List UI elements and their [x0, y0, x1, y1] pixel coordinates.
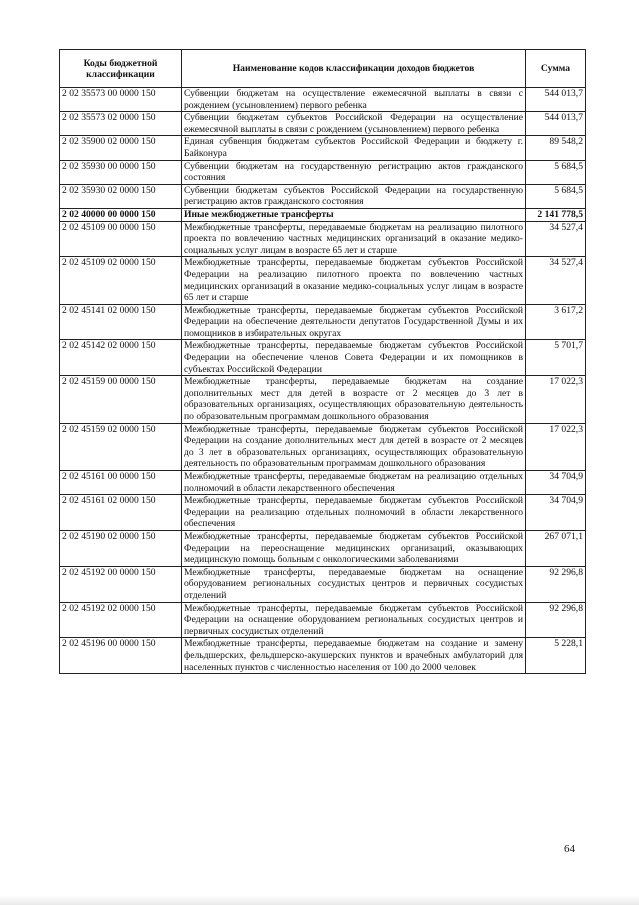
row-code: 2 02 45161 02 0000 150 [60, 495, 182, 531]
table-row [60, 340, 586, 376]
table-row [60, 638, 586, 674]
row-amount: 2 141 778,5 [526, 208, 586, 221]
row-amount: 267 071,1 [526, 530, 586, 566]
row-code: 2 02 45141 02 0000 150 [60, 304, 182, 340]
table-row [60, 566, 586, 602]
table-row [60, 495, 586, 531]
header-code: Коды бюджетной классификации [60, 50, 182, 88]
table-row [60, 304, 586, 340]
row-code: 2 02 35900 02 0000 150 [60, 136, 182, 160]
table-row [60, 112, 586, 136]
table-row [60, 376, 586, 423]
row-amount: 34 527,4 [526, 257, 586, 304]
row-code: 2 02 35930 00 0000 150 [60, 160, 182, 184]
row-name: Межбюджетные трансферты, передаваемые бюджетам субъектов Российской Федерации на обеспечение деятельности депутатов Государственной Думы и их помощников в избирательных округах [182, 304, 526, 340]
row-code: 2 02 45109 00 0000 150 [60, 221, 182, 257]
table-row [60, 136, 586, 160]
row-amount: 92 296,8 [526, 566, 586, 602]
table-row [60, 257, 586, 304]
table-row [60, 208, 586, 221]
row-name: Субвенции бюджетам субъектов Российской Федерации на государственную регистрацию актов гражданского состояния [182, 184, 526, 208]
table-row [60, 530, 586, 566]
row-amount: 34 704,9 [526, 471, 586, 495]
row-amount: 34 704,9 [526, 495, 586, 531]
row-name: Межбюджетные трансферты, передаваемые бюджетам субъектов Российской Федерации на обеспечение членов Совета Федерации и их помощников в субъектах Российской Федерации [182, 340, 526, 376]
budget-classification-table [59, 49, 586, 674]
row-code: 2 02 45192 02 0000 150 [60, 602, 182, 638]
row-amount: 5 684,5 [526, 184, 586, 208]
table-row [60, 602, 586, 638]
row-name: Межбюджетные трансферты, передаваемые бюджетам субъектов Российской Федерации на оснащение оборудованием региональных сосудистых центров и первичных сосудистых отделений [182, 602, 526, 638]
row-name: Межбюджетные трансферты, передаваемые бюджетам субъектов Российской Федерации на создание дополнительных мест для детей в возрасте от 2 месяцев до 3 лет в образовательных организациях, осуществляющих образовательную деятельность по образовательным программам дошкольного образования [182, 423, 526, 470]
row-name: Межбюджетные трансферты, передаваемые бюджетам на создание и замену фельдшерских, фельдшерско-акушерских пунктов и врачебных амбулаторий для населенных пунктов с численностью населения от 100 до 2000 человек [182, 638, 526, 674]
row-code: 2 02 35573 02 0000 150 [60, 112, 182, 136]
row-name: Межбюджетные трансферты, передаваемые бюджетам субъектов Российской Федерации на реализацию отдельных полномочий в области лекарственного обеспечения [182, 495, 526, 531]
table-row [60, 471, 586, 495]
table-row [60, 423, 586, 470]
table-row [60, 184, 586, 208]
table-row [60, 160, 586, 184]
row-code: 2 02 45161 00 0000 150 [60, 471, 182, 495]
header-amount: Сумма [526, 50, 586, 88]
row-name: Иные межбюджетные трансферты [182, 208, 526, 221]
row-code: 2 02 35930 02 0000 150 [60, 184, 182, 208]
table-row [60, 88, 586, 112]
row-name: Межбюджетные трансферты, передаваемые бюджетам на оснащение оборудованием региональных сосудистых центров и первичных сосудистых отделений [182, 566, 526, 602]
row-code: 2 02 45190 02 0000 150 [60, 530, 182, 566]
header-name: Наименование кодов классификации доходов бюджетов [182, 50, 526, 88]
row-name: Межбюджетные трансферты, передаваемые бюджетам на реализацию отдельных полномочий в области лекарственного обеспечения [182, 471, 526, 495]
row-amount: 92 296,8 [526, 602, 586, 638]
row-amount: 34 527,4 [526, 221, 586, 257]
row-name: Межбюджетные трансферты, передаваемые бюджетам субъектов Российской Федерации на реализацию пилотного проекта по вовлечению частных медицинских организаций в оказание медико-социальных услуг лицам в возрасте 65 лет и старше [182, 257, 526, 304]
row-code: 2 02 45196 00 0000 150 [60, 638, 182, 674]
table-row [60, 221, 586, 257]
scan-bottom-edge [0, 895, 639, 905]
row-amount: 5 684,5 [526, 160, 586, 184]
row-amount: 3 617,2 [526, 304, 586, 340]
row-name: Межбюджетные трансферты, передаваемые бюджетам субъектов Российской Федерации на переоснащение медицинских организаций, оказывающих медицинскую помощь больным с онкологическими заболеваниями [182, 530, 526, 566]
row-amount: 544 013,7 [526, 112, 586, 136]
row-name: Межбюджетные трансферты, передаваемые бюджетам на реализацию пилотного проекта по вовлечению частных медицинских организаций в оказание медико-социальных услуг лицам в возрасте 65 лет и старше [182, 221, 526, 257]
row-amount: 544 013,7 [526, 88, 586, 112]
row-code: 2 02 45159 02 0000 150 [60, 423, 182, 470]
row-name: Межбюджетные трансферты, передаваемые бюджетам на создание дополнительных мест для детей в возрасте от 2 месяцев до 3 лет в образовательных организациях, осуществляющих образовательную деятельность по образовательным программам дошкольного образования [182, 376, 526, 423]
row-amount: 89 548,2 [526, 136, 586, 160]
row-amount: 17 022,3 [526, 376, 586, 423]
row-code: 2 02 45142 02 0000 150 [60, 340, 182, 376]
row-code: 2 02 40000 00 0000 150 [60, 208, 182, 221]
page-number: 64 [564, 843, 575, 855]
row-name: Субвенции бюджетам субъектов Российской Федерации на осуществление ежемесячной выплаты в связи с рождением (усыновлением) первого ребенка [182, 112, 526, 136]
row-amount: 5 701,7 [526, 340, 586, 376]
table-header-row [60, 50, 586, 88]
table-body [60, 88, 586, 674]
row-name: Единая субвенция бюджетам субъектов Российской Федерации и бюджету г. Байконура [182, 136, 526, 160]
row-code: 2 02 45159 00 0000 150 [60, 376, 182, 423]
row-code: 2 02 35573 00 0000 150 [60, 88, 182, 112]
row-code: 2 02 45192 00 0000 150 [60, 566, 182, 602]
row-amount: 17 022,3 [526, 423, 586, 470]
row-amount: 5 228,1 [526, 638, 586, 674]
row-name: Субвенции бюджетам на осуществление ежемесячной выплаты в связи с рождением (усыновлением) первого ребенка [182, 88, 526, 112]
row-name: Субвенции бюджетам на государственную регистрацию актов гражданского состояния [182, 160, 526, 184]
row-code: 2 02 45109 02 0000 150 [60, 257, 182, 304]
